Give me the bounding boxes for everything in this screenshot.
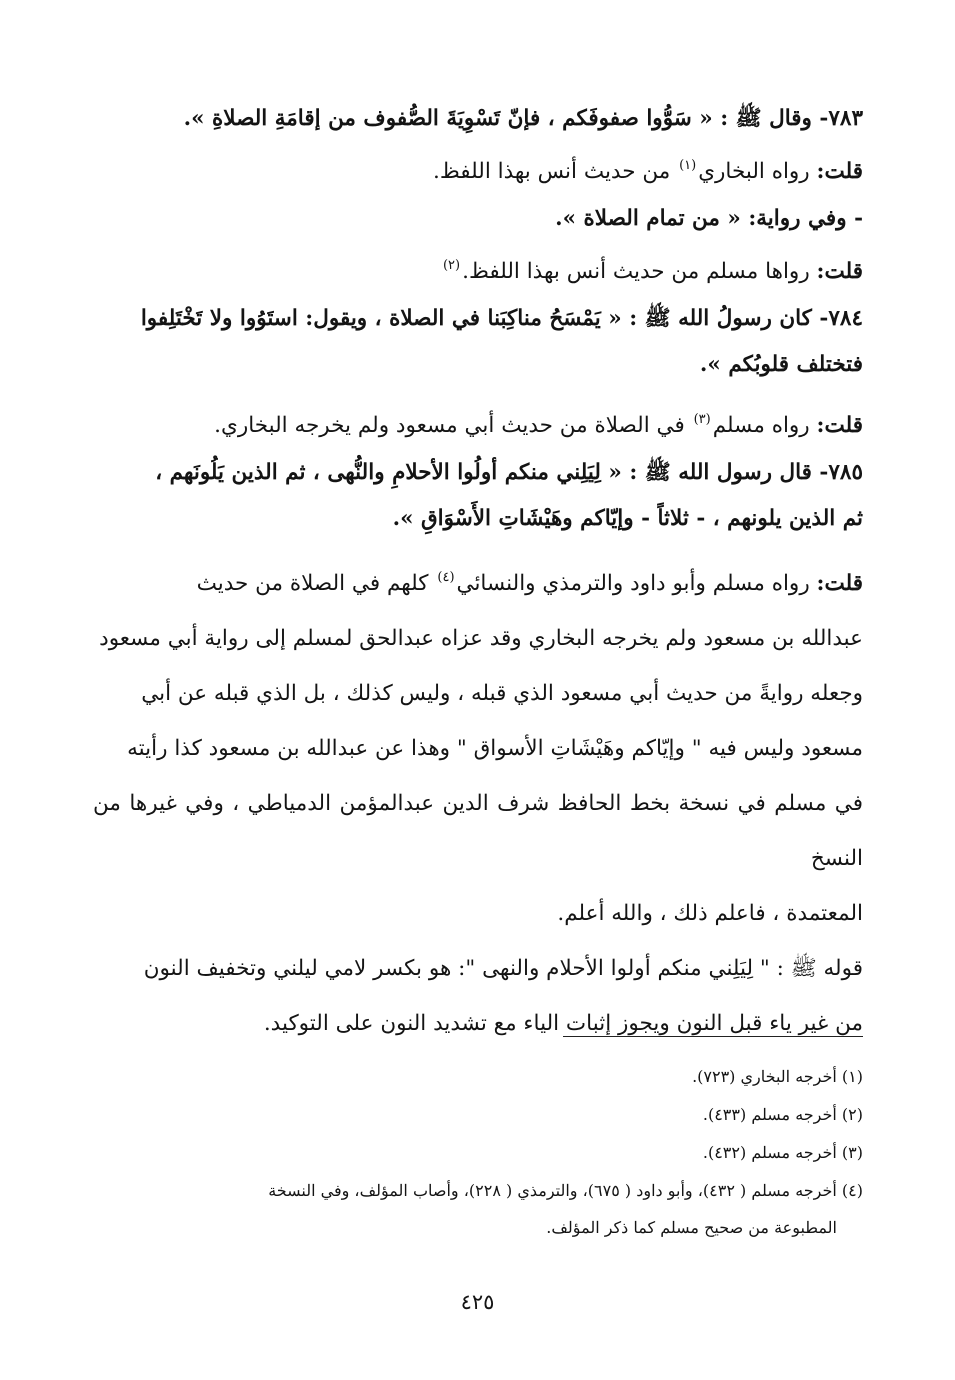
footnote-separator bbox=[563, 1036, 863, 1037]
comment-783-variant bbox=[93, 242, 863, 296]
comment-783 bbox=[93, 142, 863, 196]
comment-text: رواه مسلم bbox=[712, 413, 810, 438]
spacer bbox=[93, 388, 863, 396]
footnotes bbox=[93, 1058, 863, 1246]
footnote-3: (٣) أخرجه مسلم (٤٣٢). bbox=[702, 1143, 863, 1162]
hadith-785-line-2: ثم الذين يلونهم ، - ثلاثاً - وإيّاكم وهَيْشَاتِ الأَسْوَاقِ ». bbox=[392, 506, 863, 531]
comment-text: من حديث أنس بهذا اللفظ. bbox=[433, 159, 671, 184]
footnote-4: (٤) أخرجه مسلم ( ٤٣٢)، وأبو داود ( ٦٧٥)، والترمذي ( ٢٢٨)، وأصاب المؤلف، وفي النسخة bbox=[268, 1181, 863, 1200]
comment-text: في الصلاة من حديث أبي مسعود ولم يخرجه البخاري. bbox=[214, 413, 685, 438]
note-line: من غير ياء قبل النون ويجوز إثبات الياء مع تشديد النون على التوكيد. bbox=[263, 1011, 863, 1036]
hadith-784-line-2: فتختلف قلوبُكم ». bbox=[699, 352, 863, 377]
comment-text: رواها مسلم من حديث أنس بهذا اللفظ. bbox=[462, 259, 810, 284]
hadith-783 bbox=[93, 96, 863, 142]
hadith-784 bbox=[93, 296, 863, 342]
qultu-label: قلت: bbox=[816, 571, 863, 596]
page-number: ٤٢٥ bbox=[460, 1290, 495, 1314]
hadith-784-cont bbox=[93, 342, 863, 388]
commentary-785 bbox=[93, 550, 863, 1051]
main-text bbox=[93, 96, 863, 1051]
commentary-line: عبدالله بن مسعود ولم يخرجه البخاري وقد عزاه عبدالحق لمسلم إلى رواية أبي مسعود bbox=[99, 626, 863, 651]
comment-784 bbox=[93, 396, 863, 450]
footnote-2: (٢) أخرجه مسلم (٤٣٣). bbox=[702, 1105, 863, 1124]
hadith-785-cont bbox=[93, 496, 863, 542]
commentary-line: المعتمدة ، فاعلم ذلك ، والله أعلم. bbox=[557, 901, 863, 926]
qultu-label: قلت: bbox=[816, 159, 863, 184]
commentary-line: في مسلم في نسخة بخط الحافظ شرف الدين عبدالمؤمن الدمياطي ، وفي غيرها من النسخ bbox=[93, 791, 863, 871]
qultu-label: قلت: bbox=[816, 413, 863, 438]
variant-text: - وفي رواية: « من تمام الصلاة ». bbox=[555, 206, 863, 231]
note-line: قوله ﷺ : " لِيَلِني منكم أولوا الأحلام والنهى ": هو بكسر لامي ليلني وتخفيف النون bbox=[143, 956, 863, 981]
footnote-ref-1[interactable]: (١) bbox=[679, 158, 697, 173]
commentary-line: مسعود وليس فيه " وإيّاكم وهَيْشَاتِ الأسواق " وهذا عن عبدالله بن مسعود كذا رأيته bbox=[127, 736, 863, 761]
hadith-785 bbox=[93, 450, 863, 496]
comment-text: رواه مسلم وأبو داود والترمذي والنسائي bbox=[456, 571, 810, 596]
commentary-line: وجعله روايةً من حديث أبي مسعود الذي قبله ، وليس كذلك ، بل الذي قبله عن أبي bbox=[141, 681, 863, 706]
hadith-783-line-1: ٧٨٣- وقال ﷺ : « سَوُّوا صفوفَكم ، فإنّ تَسْوِيَةَ الصُّفوف من إقامَةِ الصلاةِ ». bbox=[183, 106, 863, 131]
footnote-ref-4[interactable]: (٤) bbox=[437, 570, 455, 585]
comment-text: رواه البخاري bbox=[698, 159, 810, 184]
hadith-784-line-1: ٧٨٤- كان رسولُ الله ﷺ : « يَمْسَحُ مناكِبَنا في الصلاة ، ويقول: استَوُوا ولا تَخْتَلِفوا bbox=[140, 306, 863, 331]
footnote-ref-2[interactable]: (٢) bbox=[442, 258, 461, 273]
spacer bbox=[93, 542, 863, 550]
hadith-783-variant bbox=[93, 196, 863, 242]
comment-text: كلهم في الصلاة من حديث bbox=[196, 571, 429, 596]
footnote-4-continued: المطبوعة من صحيح مسلم كما ذكر المؤلف. bbox=[546, 1218, 837, 1237]
hadith-785-line-1: ٧٨٥- قال رسول الله ﷺ : « لِيَلِني منكم أولُوا الأحلامِ والنُّهى ، ثم الذين يَلُونَهم ، bbox=[155, 460, 863, 485]
footnote-1: (١) أخرجه البخاري (٧٢٣). bbox=[692, 1067, 863, 1086]
footnote-ref-3[interactable]: (٣) bbox=[693, 412, 711, 427]
qultu-label: قلت: bbox=[816, 259, 863, 284]
commentary-line bbox=[93, 550, 863, 611]
